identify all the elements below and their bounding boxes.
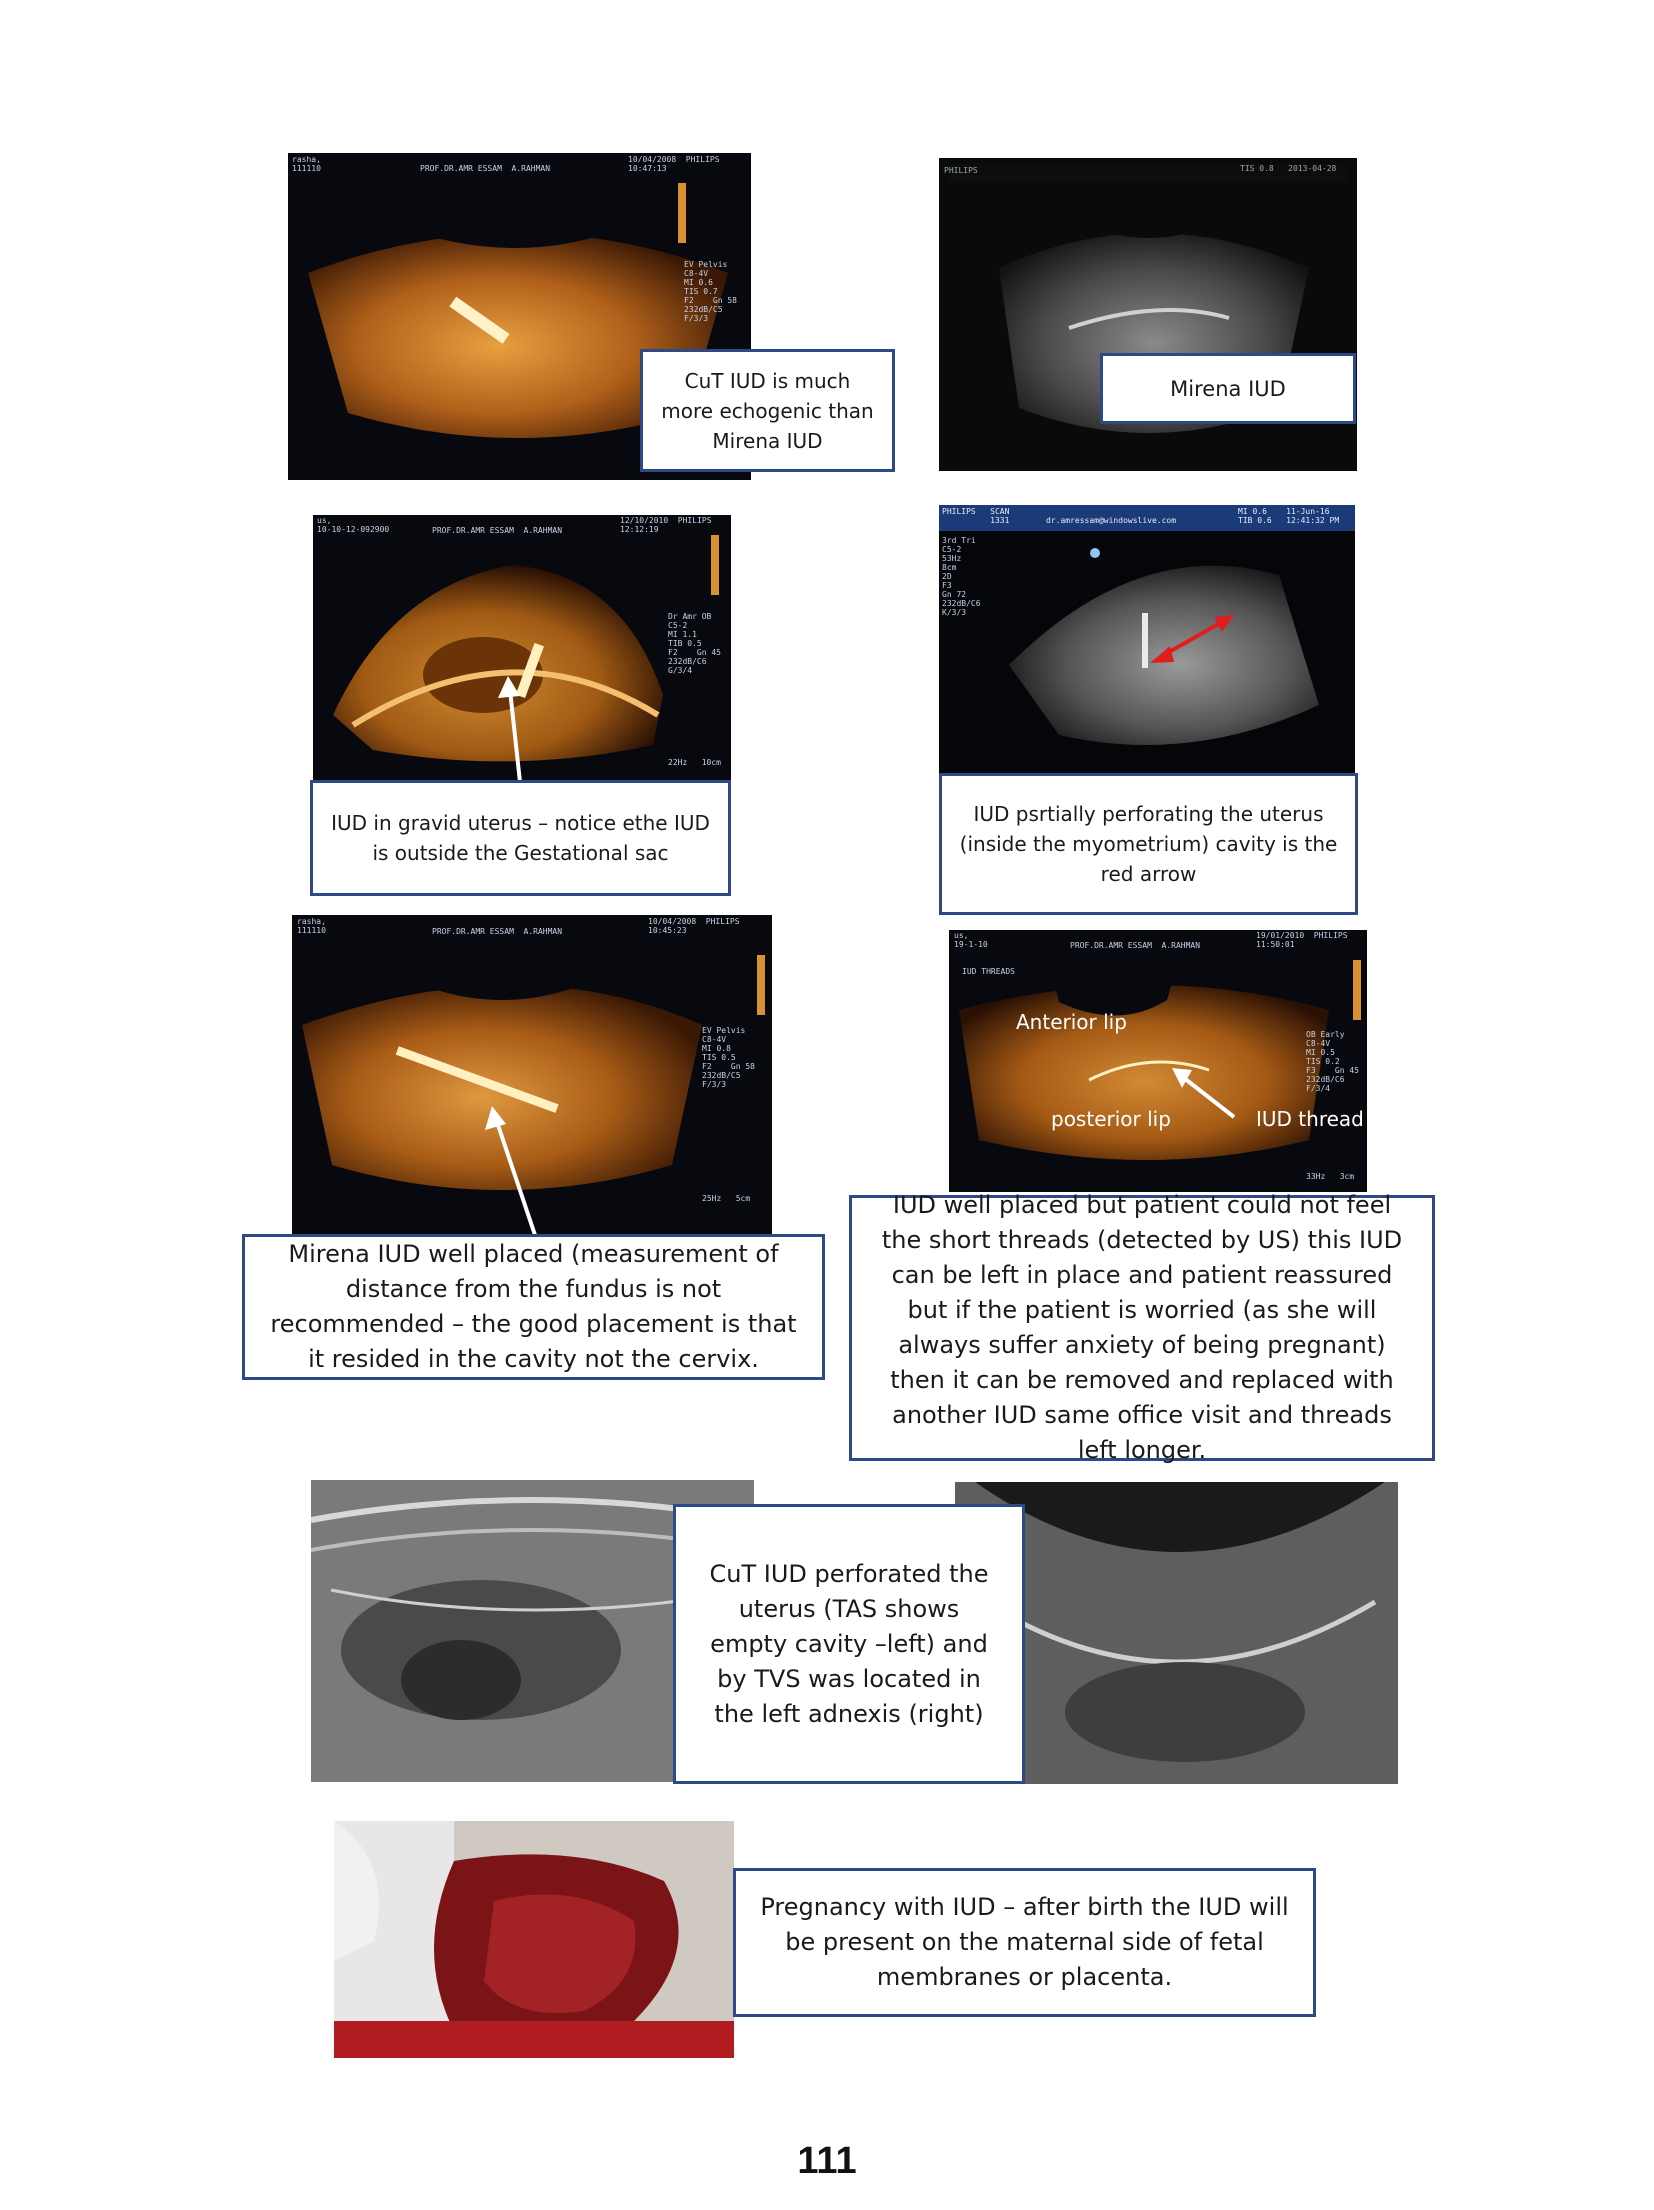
scan-parameters: EV Pelvis C8-4V MI 0.8 TIS 0.5 F2 Gn 58 232dB/C5 F/3/3 bbox=[702, 1026, 755, 1089]
image-header-center: dr.amressam@windowslive.com bbox=[1046, 516, 1177, 525]
image-tag-iud-threads: IUD THREADS bbox=[962, 967, 1015, 976]
ultrasound-image-partial-perforation bbox=[939, 505, 1355, 773]
image-header-right: MI 0.6 11-Jun-16 TIB 0.6 12:41:32 PM bbox=[1238, 507, 1340, 525]
caption-iud-gravid-uterus: IUD in gravid uterus – notice ethe IUD is outside the Gestational sac bbox=[310, 780, 731, 896]
caption-mirena-well-placed: Mirena IUD well placed (measurement of distance from the fundus is not recommended – the good placement is that it resided in the cavity not the cervix. bbox=[242, 1234, 825, 1380]
image-header-left: rasha, 111110 bbox=[297, 917, 326, 935]
label-iud-thread: IUD thread bbox=[1256, 1107, 1364, 1131]
frame-rate-depth: 22Hz 10cm bbox=[668, 758, 721, 767]
image-header-center: PROF.DR.AMR ESSAM A.RAHMAN bbox=[1070, 941, 1201, 950]
photo-placenta-with-iud bbox=[334, 1821, 734, 2058]
image-header-left: us, 19-1-10 bbox=[954, 931, 988, 949]
page-number: 111 bbox=[797, 2140, 857, 2182]
image-header-right: TIS 0.8 2013-04-28 bbox=[1240, 164, 1337, 173]
caption-cut-iud-perforated: CuT IUD perforated the uterus (TAS shows empty cavity –left) and by TVS was located in the left adnexis (right) bbox=[673, 1504, 1025, 1784]
ultrasound-image-mirena-well-placed bbox=[292, 915, 772, 1235]
scan-parameters: OB Early C8-4V MI 0.5 TIS 0.2 F3 Gn 45 232dB/C6 F/3/4 bbox=[1306, 1030, 1359, 1093]
image-header-left: PHILIPS SCAN 1331 bbox=[942, 507, 1010, 525]
image-header-right: 12/10/2010 PHILIPS 12:12:19 bbox=[620, 516, 712, 534]
image-header-center: PROF.DR.AMR ESSAM A.RAHMAN bbox=[432, 526, 563, 535]
caption-pregnancy-with-iud: Pregnancy with IUD – after birth the IUD will be present on the maternal side of fetal membranes or placenta. bbox=[733, 1868, 1316, 2017]
image-header-center: PROF.DR.AMR ESSAM A.RAHMAN bbox=[420, 164, 551, 173]
frame-rate-depth: 25Hz 5cm bbox=[702, 1194, 751, 1203]
caption-iud-partial-perforation: IUD psrtially perforating the uterus (inside the myometrium) cavity is the red arrow bbox=[939, 773, 1358, 915]
image-header-right: 10/04/2008 PHILIPS 10:45:23 bbox=[648, 917, 740, 935]
caption-iud-threads: IUD well placed but patient could not feel the short threads (detected by US) this IUD can be left in place and patient reassured but if the patient is worried (as she will always suffer anxiety of being pregnant) then it can be removed and replaced with another IUD same office visit and threads left longer. bbox=[849, 1195, 1435, 1461]
image-header-left: us, 10-10-12-092900 bbox=[317, 516, 390, 534]
frame-rate-depth: 33Hz 3cm bbox=[1306, 1172, 1355, 1181]
image-header-left: rasha, 111110 bbox=[292, 155, 321, 173]
ultrasound-image-mirena bbox=[939, 158, 1357, 471]
label-posterior-lip: posterior lip bbox=[1051, 1107, 1171, 1131]
scan-parameters: 3rd Tri C5-2 53Hz 8cm 2D F3 Gn 72 232dB/C6 K/3/3 bbox=[942, 536, 981, 617]
caption-mirena-iud: Mirena IUD bbox=[1100, 353, 1356, 424]
image-header-center: PROF.DR.AMR ESSAM A.RAHMAN bbox=[432, 927, 563, 936]
image-header-right: 10/04/2008 PHILIPS 10:47:13 bbox=[628, 155, 720, 173]
image-header-left: PHILIPS bbox=[944, 166, 978, 175]
caption-cut-iud-echogenic: CuT IUD is much more echogenic than Mirena IUD bbox=[640, 349, 895, 472]
scan-parameters: EV Pelvis C8-4V MI 0.6 TIS 0.7 F2 Gn 58 232dB/C5 F/3/3 bbox=[684, 260, 737, 323]
scan-parameters: Dr Amr OB C5-2 MI 1.1 TIB 0.5 F2 Gn 45 232dB/C6 G/3/4 bbox=[668, 612, 721, 675]
label-anterior-lip: Anterior lip bbox=[1016, 1010, 1127, 1034]
image-header-right: 19/01/2010 PHILIPS 11:50:01 bbox=[1256, 931, 1348, 949]
